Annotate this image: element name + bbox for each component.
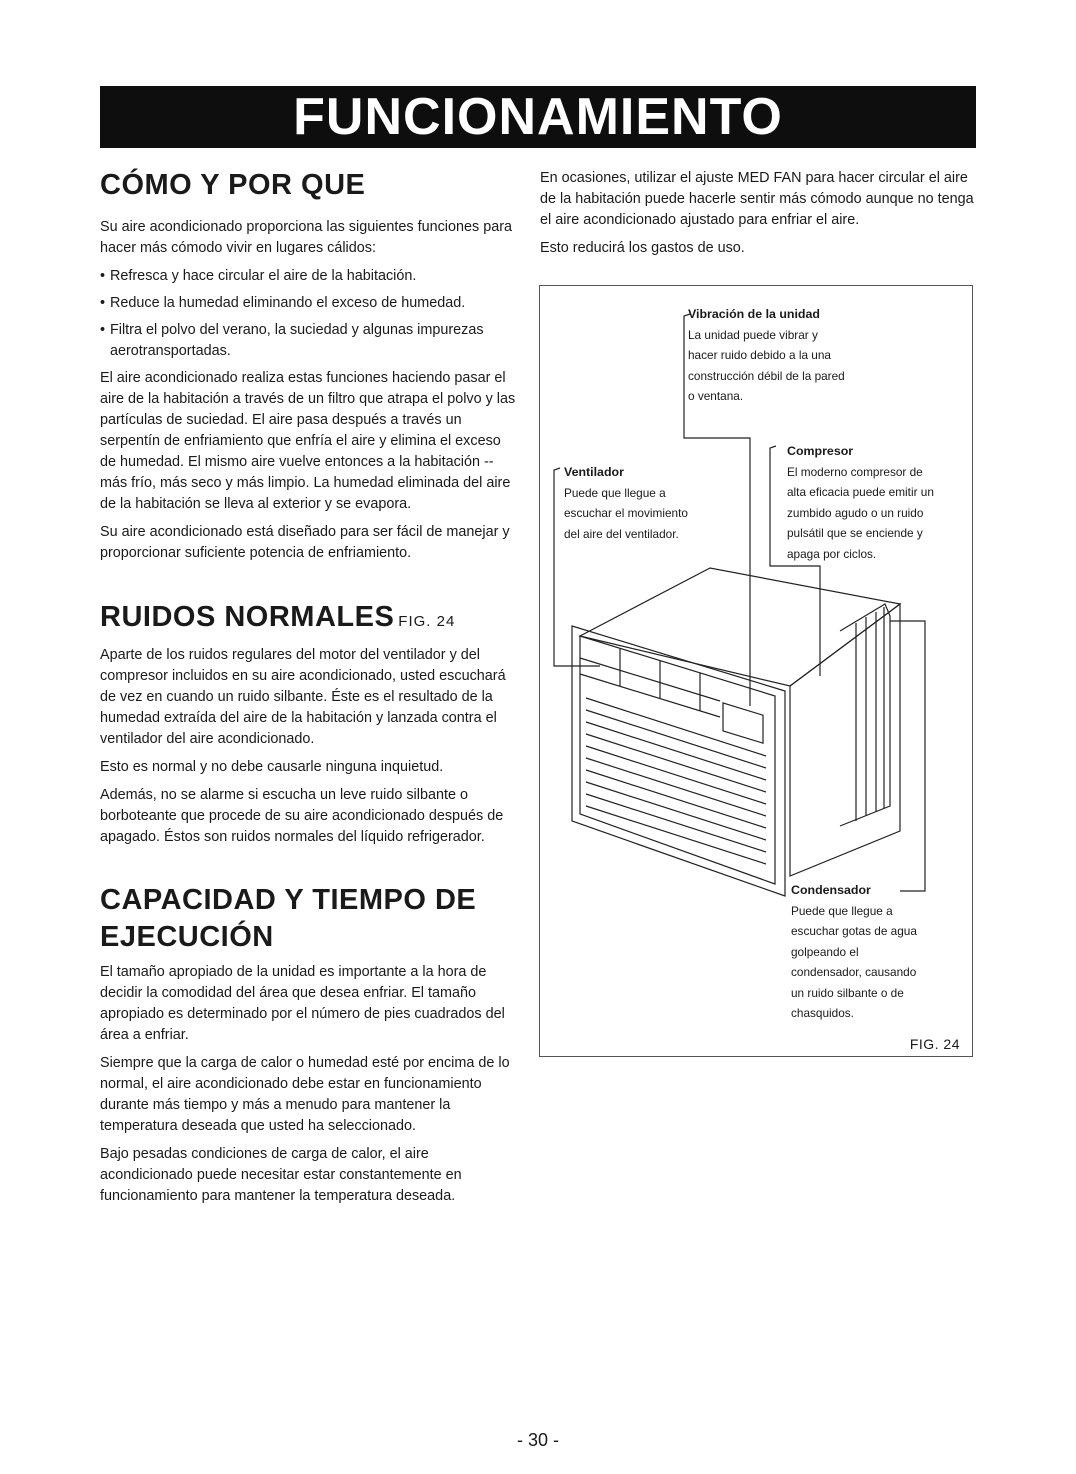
callout-line: apaga por ciclos.	[787, 546, 877, 561]
callout-line: zumbido agudo o un ruido	[787, 505, 924, 520]
heading-como: CÓMO Y POR QUE	[100, 169, 366, 201]
page-title: FUNCIONAMIENTO	[293, 88, 783, 146]
left-column	[100, 168, 520, 1214]
callout-ventilador-title: Ventilador	[564, 465, 624, 479]
ruidos-paragraph-2: Esto es normal y no debe causarle ninguna inquietud.	[100, 758, 444, 775]
callout-line: pulsátil que se enciende y	[787, 526, 923, 540]
callout-ventilador	[564, 462, 688, 544]
callout-line: Puede que llegue a	[791, 903, 893, 918]
section-capacidad	[100, 882, 520, 1207]
list-item: • Reduce la humedad eliminando el exceso de humedad.	[100, 293, 520, 314]
heading-capacidad-line2: EJECUCIÓN	[100, 920, 274, 953]
capacidad-paragraph-1: El tamaño apropiado de la unidad es importante a la hora de decidir la comodidad del área que desea enfriar. El tamaño apropiado es determinado por el número de pies cuadrados del área a enfriar.	[100, 963, 505, 1043]
callout-line: alta eficacia puede emitir un	[787, 485, 934, 499]
como-paragraph-1: El aire acondicionado realiza estas funciones haciendo pasar el aire de la habitación a través de un filtro que atrapa el polvo y las partículas de suciedad. El aire pasa después a través un serpentín de enfriamiento que enfría el aire y elimina el exceso de humedad. El mismo aire vuelve entonces a la habitación -- más frío, más seco y más limpio. La humedad eliminada del aire de la habitación se lleva al exterior y se evapora.	[100, 369, 516, 512]
callout-line: escuchar el movimiento	[564, 506, 688, 520]
ruidos-paragraph-1: Aparte de los ruidos regulares del motor del ventilador y del compresor incluidos en su aire acondicionado, usted escuchará de vez en cuando un ruido silbante. Éste es el resultado de la humedad extraída del aire de la habitación y lanzada contra el ventilador del aire acondicionado.	[100, 646, 506, 747]
list-item: • Refresca y hace circular el aire de la habitación.	[100, 266, 520, 287]
title-banner	[100, 86, 976, 148]
callout-compresor	[787, 441, 934, 564]
callout-vibracion	[688, 304, 845, 407]
right-column	[540, 168, 980, 266]
callout-vibracion-title: Vibración de la unidad	[688, 307, 820, 321]
figure-label: FIG. 24	[909, 1036, 960, 1052]
capacidad-paragraph-3: Bajo pesadas condiciones de carga de calor, el aire acondicionado puede necesitar estar constantemente en funcionamiento para mantener la temperatura deseada.	[100, 1145, 462, 1204]
ruidos-paragraph-3: Además, no se alarme si escucha un leve ruido silbante o borboteante que procede de su aire acondicionado después de apagado. Éstos son ruidos normales del líquido refrigerador.	[100, 786, 504, 845]
callout-line: del aire del ventilador.	[564, 526, 679, 541]
como-bullets	[100, 266, 520, 362]
leader-condensador	[890, 621, 925, 891]
callout-line: chasquidos.	[791, 1006, 854, 1020]
section-como	[100, 168, 520, 564]
capacidad-paragraph-2: Siempre que la carga de calor o humedad esté por encima de lo normal, el aire acondicionado debe estar en funcionamiento durante más tiempo y más a menudo para mantener la temperatura deseada que usted ha seleccionado.	[100, 1054, 510, 1134]
right-paragraph-2: Esto reducirá los gastos de uso.	[540, 240, 745, 256]
figure-24	[539, 285, 973, 1057]
callout-line: construcción débil de la pared	[688, 368, 845, 383]
heading-ruidos	[100, 600, 520, 635]
list-item: • Filtra el polvo del verano, la suciedad y algunas impurezas aerotransportadas.	[100, 320, 520, 362]
callout-condensador	[791, 880, 917, 1024]
callout-line: La unidad puede vibrar y	[688, 327, 818, 342]
como-intro: Su aire acondicionado proporciona las siguientes funciones para hacer más cómodo vivir en lugares cálidos:	[100, 218, 513, 256]
section-ruidos	[100, 600, 520, 848]
callout-line: golpeando el	[791, 944, 859, 959]
callout-line: Puede que llegue a	[564, 485, 666, 500]
callout-line: escuchar gotas de agua	[791, 924, 917, 938]
callout-line: El moderno compresor de	[787, 464, 923, 479]
heading-fig-ref: FIG. 24	[398, 612, 456, 630]
heading-capacidad-line1: CAPACIDAD Y TIEMPO DE	[100, 883, 477, 916]
page-number: - 30 -	[516, 1430, 559, 1450]
right-paragraph-1: En ocasiones, utilizar el ajuste MED FAN para hacer circular el aire de la habitación puede hacerle sentir más cómodo aunque no tenga el aire acondicionado ajustado para enfriar el aire.	[540, 170, 974, 228]
callout-line: un ruido silbante o de	[791, 985, 904, 1000]
callout-line: condensador, causando	[791, 965, 917, 979]
callout-line: hacer ruido debido a la una	[688, 348, 831, 362]
callout-compresor-title: Compresor	[787, 444, 854, 458]
callout-condensador-title: Condensador	[791, 883, 871, 897]
callout-line: o ventana.	[688, 389, 744, 403]
heading-capacidad	[100, 882, 520, 956]
como-paragraph-2: Su aire acondicionado está diseñado para ser fácil de manejar y proporcionar suficiente potencia de enfriamiento.	[100, 523, 510, 561]
heading-ruidos-text: RUIDOS NORMALES	[100, 600, 395, 633]
